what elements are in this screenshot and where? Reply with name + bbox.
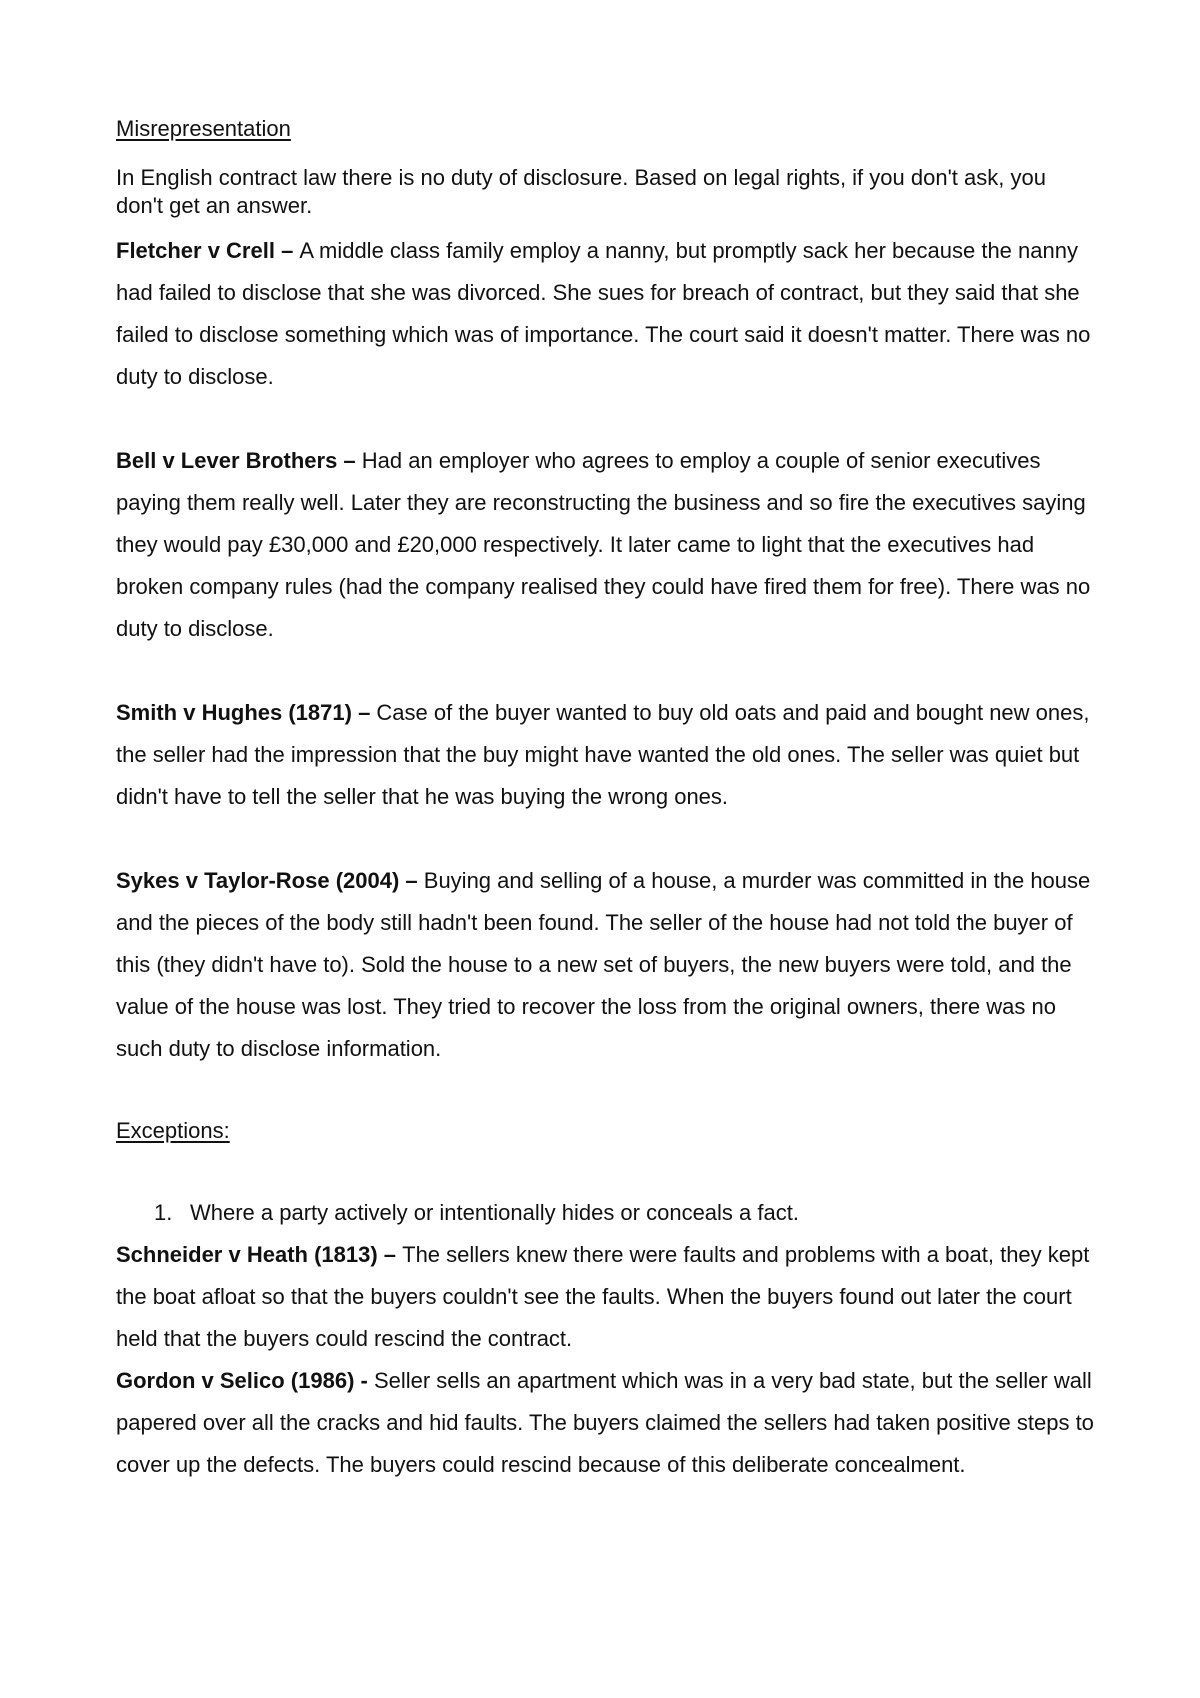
intro-paragraph: In English contract law there is no duty of disclosure. Based on legal rights, if you don't ask, you don't get an answer. xyxy=(116,165,1046,218)
list-number: 1. xyxy=(154,1200,173,1225)
case-title: Gordon v Selico (1986) - xyxy=(116,1368,374,1393)
case-smith-v-hughes xyxy=(116,692,1096,818)
case-sykes-v-taylor-rose xyxy=(116,860,1096,1070)
case-title: Sykes v Taylor-Rose (2004) – xyxy=(116,868,424,893)
case-text: Buying and selling of a house, a murder was committed in the house and the pieces of the body still hadn't been found. The seller of the house had not told the buyer of this (they didn't have to). Sold the house to a new set of buyers, the new buyers were told, and the value of the house was lost. They tried to recover the loss from the original owners, there was no such duty to disclose information. xyxy=(116,868,1091,1061)
case-title: Fletcher v Crell – xyxy=(116,238,300,263)
exceptions-heading: Exceptions: xyxy=(116,1118,230,1143)
case-text: Seller sells an apartment which was in a very bad state, but the seller wall papered over all the cracks and hid faults. The buyers claimed the sellers had taken positive steps to cover up the defects. The buyers could rescind because of this deliberate concealment. xyxy=(116,1368,1094,1477)
page-title: Misrepresentation xyxy=(116,116,291,141)
case-text: The sellers knew there were faults and problems with a boat, they kept the boat afloat so that the buyers couldn't see the faults. When the buyers found out later the court held that the buyers could rescind the contract. xyxy=(116,1242,1090,1351)
case-title: Bell v Lever Brothers – xyxy=(116,448,362,473)
case-title: Smith v Hughes (1871) – xyxy=(116,700,377,725)
case-text: Had an employer who agrees to employ a couple of senior executives paying them really well. Later they are reconstructing the business and so fire the executives saying they would pay £30,000 and £20,000 respectively. It later came to light that the executives had broken company rules (had the company realised they could have fired them for free). There was no duty to disclose. xyxy=(116,448,1091,641)
case-title: Schneider v Heath (1813) – xyxy=(116,1242,403,1267)
case-bell-v-lever-brothers xyxy=(116,440,1096,650)
document-body xyxy=(116,112,1096,1486)
case-schneider-v-heath xyxy=(116,1234,1096,1360)
list-item-text: Where a party actively or intentionally hides or conceals a fact. xyxy=(190,1200,799,1225)
case-fletcher-v-crell xyxy=(116,230,1096,398)
exception-list-item xyxy=(116,1192,1096,1234)
case-gordon-v-selico xyxy=(116,1360,1096,1486)
case-text: A middle class family employ a nanny, but promptly sack her because the nanny had failed to disclose that she was divorced. She sues for breach of contract, but they said that she failed to disclose something which was of importance. The court said it doesn't matter. There was no duty to disclose. xyxy=(116,238,1091,389)
case-text: Case of the buyer wanted to buy old oats and paid and bought new ones, the seller had the impression that the buy might have wanted the old ones. The seller was quiet but didn't have to tell the seller that he was buying the wrong ones. xyxy=(116,700,1090,809)
